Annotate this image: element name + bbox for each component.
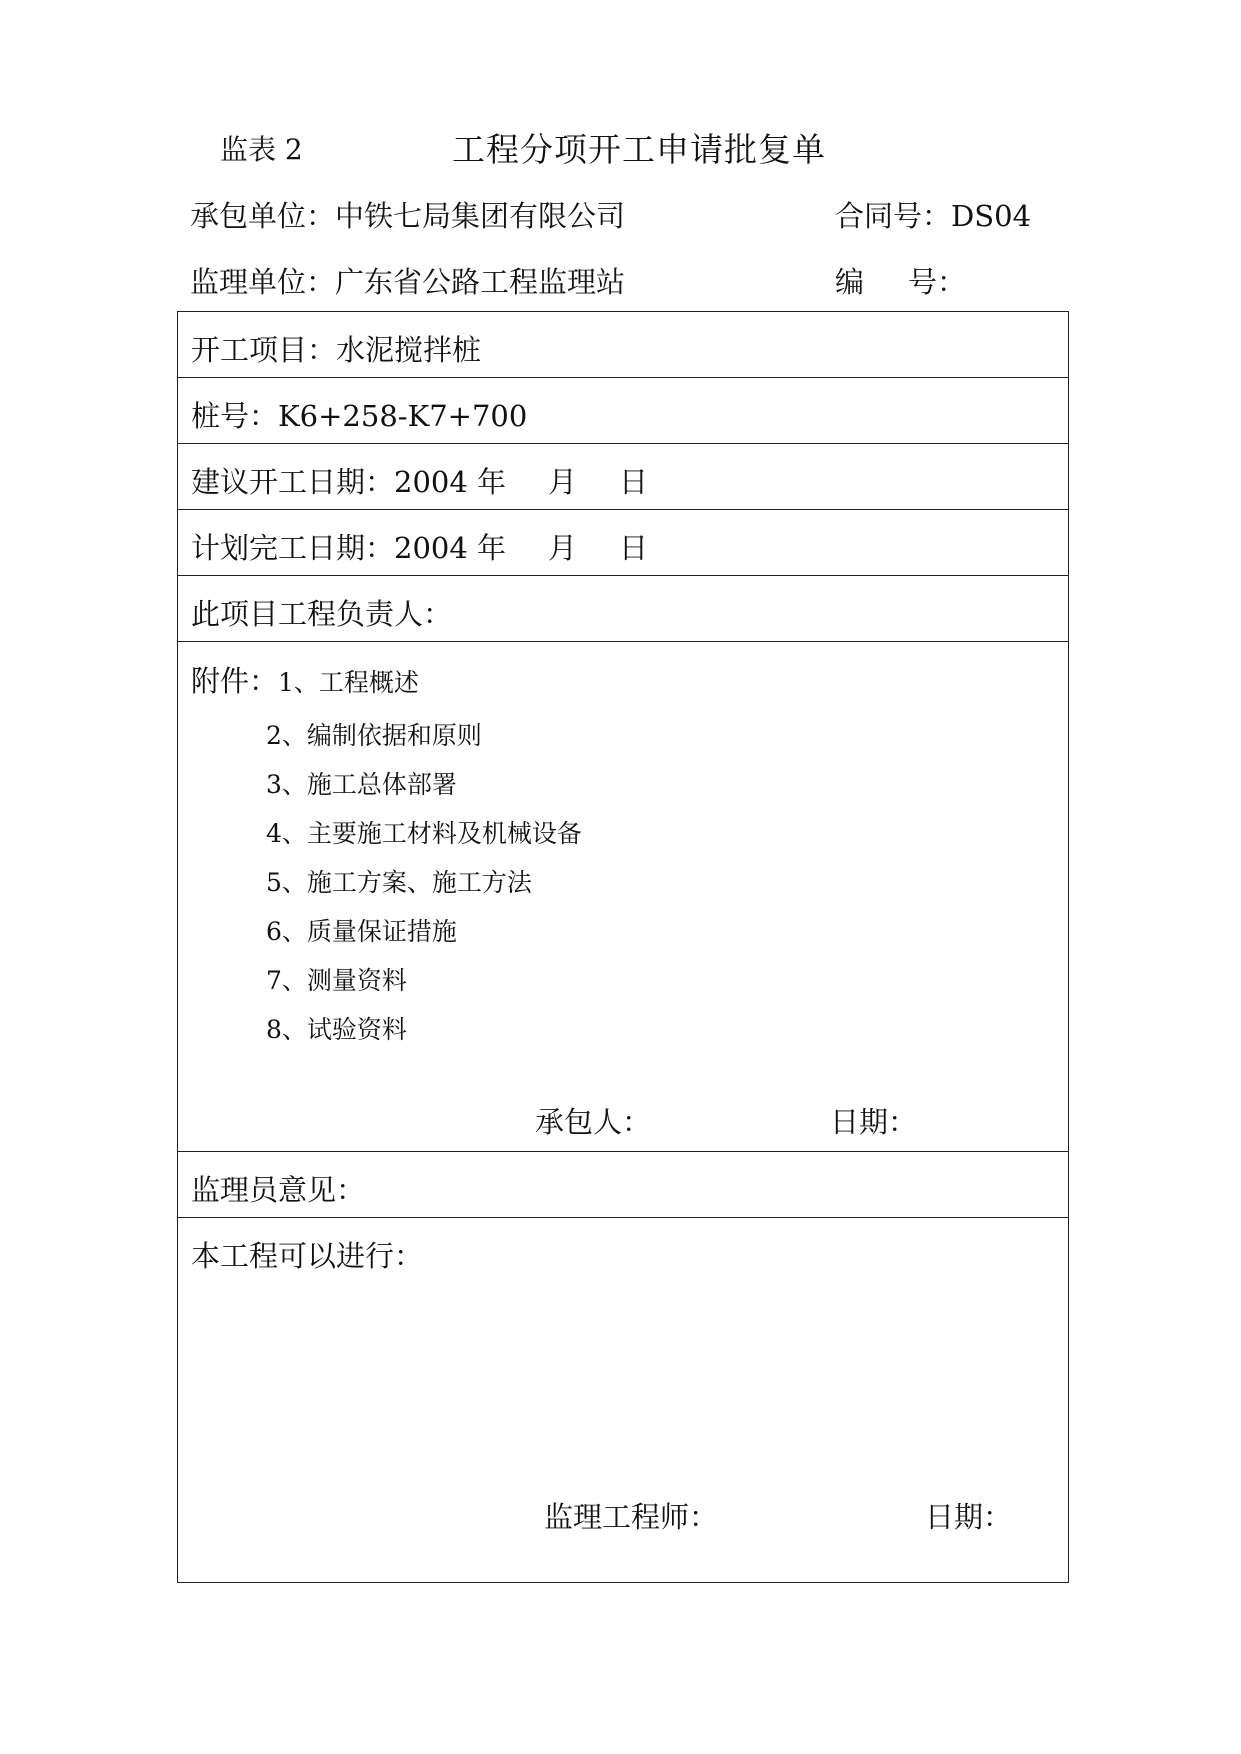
contract-number: 合同号：DS04 bbox=[835, 199, 1032, 233]
attachments-heading bbox=[191, 659, 419, 700]
attachment-item: 1、工程概述 bbox=[278, 668, 419, 697]
attachment-item: 5、施工方案、施工方法 bbox=[266, 868, 532, 897]
start-project: 开工项目：水泥搅拌桩 bbox=[191, 333, 482, 367]
supervisor-opinion: 监理员意见： bbox=[191, 1173, 366, 1207]
contractor-unit: 承包单位：中铁七局集团有限公司 bbox=[190, 199, 626, 233]
start-date-day: 日 bbox=[619, 465, 649, 499]
attachment-item: 2、编制依据和原则 bbox=[266, 721, 482, 750]
row-divider bbox=[178, 1151, 1068, 1152]
contractor-date-label: 日期： bbox=[830, 1105, 918, 1139]
row-divider bbox=[178, 1217, 1068, 1218]
engineer-date-label: 日期： bbox=[925, 1500, 1013, 1534]
proposed-start-date bbox=[191, 460, 648, 501]
application-form-table bbox=[177, 311, 1069, 1583]
form-code: 监表 2 bbox=[220, 133, 303, 166]
start-date-month: 月 bbox=[548, 465, 578, 499]
row-divider bbox=[178, 509, 1068, 510]
row-divider bbox=[178, 443, 1068, 444]
end-date-month: 月 bbox=[548, 531, 578, 565]
start-date-label: 建议开工日期：2004 年 bbox=[191, 465, 507, 499]
attachment-item: 7、测量资料 bbox=[266, 966, 407, 995]
serial-number bbox=[835, 260, 966, 301]
approval-statement: 本工程可以进行： bbox=[191, 1239, 424, 1273]
attachment-item: 8、试验资料 bbox=[266, 1015, 407, 1044]
serial-label-a: 编 bbox=[835, 265, 865, 299]
end-date-day: 日 bbox=[619, 531, 649, 565]
engineer-signature-label: 监理工程师： bbox=[544, 1500, 719, 1534]
contractor-signature-label: 承包人： bbox=[535, 1105, 652, 1139]
project-manager: 此项目工程负责人： bbox=[191, 597, 453, 631]
row-divider bbox=[178, 575, 1068, 576]
attachment-item: 4、主要施工材料及机械设备 bbox=[266, 819, 582, 848]
attachments-label: 附件： bbox=[191, 664, 279, 698]
row-divider bbox=[178, 641, 1068, 642]
serial-label-b: 号： bbox=[908, 265, 967, 299]
row-divider bbox=[178, 377, 1068, 378]
end-date-label: 计划完工日期：2004 年 bbox=[191, 531, 507, 565]
form-title: 工程分项开工申请批复单 bbox=[452, 130, 826, 169]
planned-end-date bbox=[191, 526, 648, 567]
station-range: 桩号：K6+258-K7+700 bbox=[191, 399, 528, 433]
attachment-item: 6、质量保证措施 bbox=[266, 917, 457, 946]
supervisor-unit: 监理单位：广东省公路工程监理站 bbox=[190, 265, 626, 299]
attachment-item: 3、施工总体部署 bbox=[266, 770, 457, 799]
